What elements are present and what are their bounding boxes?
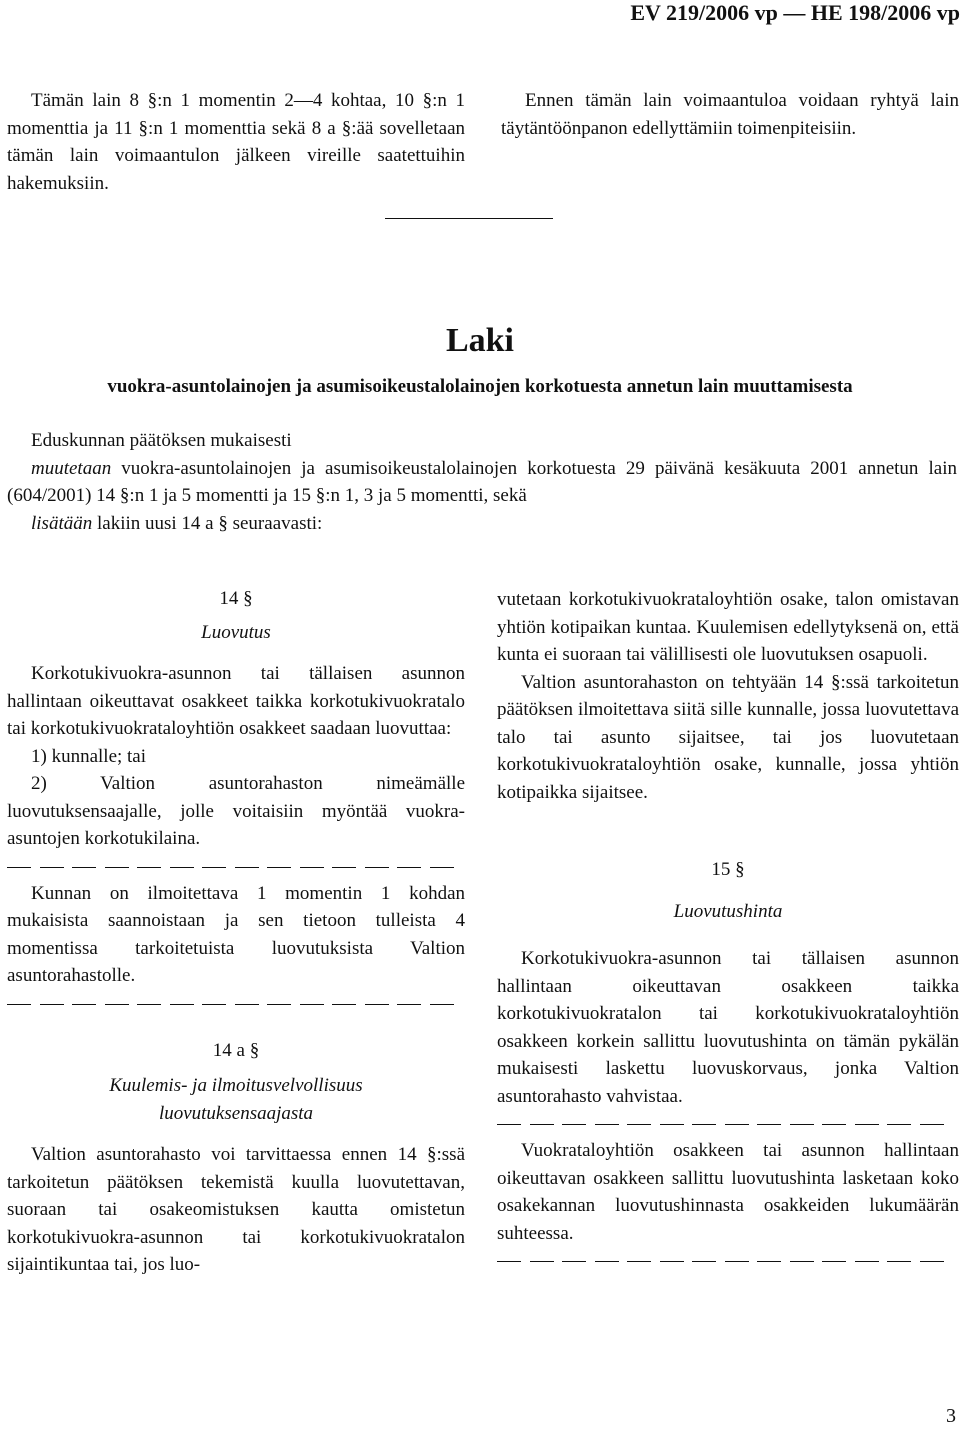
section-14-paragraph-5: Kunnan on ilmoitettava 1 momentin 1 kohdan mukaisista saannoistaan ja sen tietoon tulleista 4 momentissa tarkoitetuista luovutuksista Valtion asuntorahastolle. bbox=[7, 882, 465, 986]
section-14-paragraph-1: Korkotukivuokra-asunnon tai tällaisen asunnon hallintaan oikeuttavat osakkeet taikka korkotukivuokratalo tai korkotukivuokrataloyhtiön osakkeet saadaan luovuttaa: bbox=[7, 663, 465, 739]
section-15-paragraph-1: Korkotukivuokra-asunnon tai tällaisen asunnon hallintaan oikeuttavan osakkeen taikka korkotukivuokratalon tai korkotukivuokrataloyhtiön osakkeen korkein sallittu luovutushinta on tämän pykälän mukaisesti laskettu luovuskorvaus, jonka Valtion asuntorahasto vahvistaa. bbox=[497, 948, 959, 1107]
law-subtitle: vuokra-asuntolainojen ja asumisoikeustalolainojen korkotuesta annetun lain muuttamisesta bbox=[107, 376, 853, 397]
running-header: EV 219/2006 vp — HE 198/2006 vp bbox=[630, 0, 960, 25]
page-number: 3 bbox=[946, 1405, 956, 1427]
omission-dashes bbox=[497, 1247, 959, 1274]
law-title: Laki bbox=[445, 322, 515, 359]
left-column bbox=[7, 585, 465, 1279]
amend-text: vuokra-asuntolainojen ja asumisoikeustalolainojen korkotuesta 29 päivänä kesäkuuta 2001 annetun lain (604/2001) 14 §:n 1 ja 5 momentti ja 15 §:n 1, 3 ja 5 momentti, sekä bbox=[7, 457, 957, 506]
omission-dashes bbox=[7, 990, 465, 1017]
omission-dashes bbox=[497, 1110, 959, 1137]
add-text: lakiin uusi 14 a § seuraavasti: bbox=[92, 512, 323, 534]
preamble-line: Eduskunnan päätöksen mukaisesti bbox=[31, 430, 292, 451]
transition-provision-paragraph: Tämän lain 8 §:n 1 momentin 2—4 kohtaa, 10 §:n 1 momenttia ja 11 §:n 1 momenttia sekä 8 a §:ää sovelletaan tämän lain voimaantulon jälkeen vireille saatettuihin hakemuksiin. bbox=[7, 90, 465, 194]
preamble-amend bbox=[7, 455, 957, 510]
section-14-heading: Luovutus bbox=[201, 621, 271, 643]
separator-rule bbox=[385, 218, 553, 219]
section-14a-paragraph-2: Valtion asuntorahaston on tehtyään 14 §:ssä tarkoitetun päätöksen ilmoitettava siitä sille kunnalle, jossa luovutettava talo tai asunto sijaitsee, tai jos luovutetaan korkotukivuokrataloyhtiön osake, kunnalle, jossa yhtiön kotipaikka sijaitsee. bbox=[497, 671, 959, 803]
section-14a-heading: Kuulemis- ja ilmoitusvelvollisuus luovutuksensaajasta bbox=[109, 1075, 363, 1124]
omission-dashes bbox=[7, 853, 465, 880]
preamble bbox=[7, 427, 957, 537]
section-15-heading: Luovutushinta bbox=[673, 900, 783, 922]
add-keyword: lisätään bbox=[31, 512, 93, 534]
section-14a-paragraph-1-continued: vutetaan korkotukivuokrataloyhtiön osake, talon omistavan yhtiön kotipaikan kuntaa. Kuulemisen edellytyksenä on, että kunta ei suoraan tai välillisesti ole luovutuksen osapuoli. bbox=[497, 589, 959, 665]
implementation-paragraph: Ennen tämän lain voimaantuloa voidaan ryhtyä lain täytäntöönpanon edellyttämiin toimenpiteisiin. bbox=[501, 90, 959, 139]
section-14-item-1: 1) kunnalle; tai bbox=[31, 745, 147, 767]
section-14-item-2: 2) Valtion asuntorahaston nimeämälle luovutuksensaajalle, jolle voitaisiin myöntää vuokra-asuntojen korkotukilaina. bbox=[7, 773, 465, 849]
section-14a-paragraph-1: Valtion asuntorahasto voi tarvittaessa ennen 14 §:ssä tarkoitetun päätöksen tekemistä kuulla luovutettavan, suoraan tai osakeomistuksen kautta omistetun korkotukivuokra-asunnon tai korkotukivuokratalon sijaintikuntaa tai, jos luo- bbox=[7, 1144, 465, 1275]
right-column bbox=[497, 586, 959, 1274]
section-14a-number: 14 a § bbox=[212, 1039, 260, 1061]
amend-keyword: muutetaan bbox=[31, 457, 112, 479]
section-14-number: 14 § bbox=[219, 588, 253, 609]
section-15-paragraph-3: Vuokrataloyhtiön osakkeen tai asunnon hallintaan oikeuttavan osakkeen sallittu luovutushinta lasketaan koko osakekannan luovutushinnasta osakkeiden lukumäärän suhteessa. bbox=[497, 1140, 959, 1244]
section-15-number: 15 § bbox=[711, 859, 745, 880]
preamble-add bbox=[7, 510, 957, 538]
